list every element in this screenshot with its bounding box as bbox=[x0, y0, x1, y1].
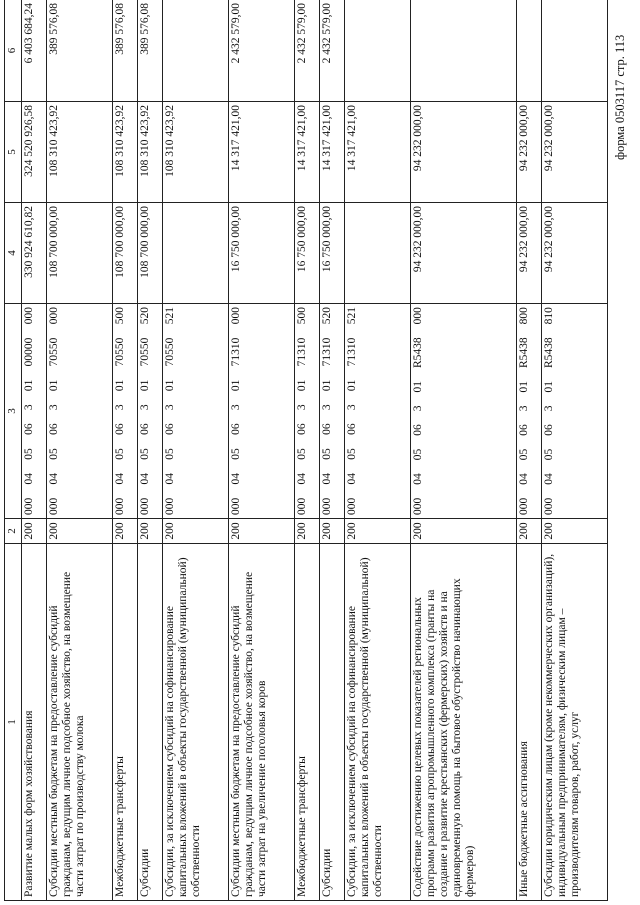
code-parts bbox=[296, 307, 309, 515]
row-classification-code bbox=[228, 304, 294, 519]
table-row bbox=[517, 0, 542, 901]
row-col6-value bbox=[517, 0, 542, 102]
code-part: R5438 bbox=[543, 337, 556, 368]
code-part: 06 bbox=[543, 424, 556, 436]
code-parts bbox=[321, 307, 334, 515]
code-part: 000 bbox=[229, 497, 242, 515]
code-part: 06 bbox=[163, 423, 176, 435]
code-part: 01 bbox=[411, 381, 424, 393]
row-line-code: 200 bbox=[162, 519, 228, 544]
code-part: 05 bbox=[543, 448, 556, 461]
code-part: 01 bbox=[345, 379, 358, 392]
column-header: 2 bbox=[5, 519, 22, 544]
code-part: 04 bbox=[138, 472, 151, 485]
code-part: 06 bbox=[23, 423, 35, 435]
code-part: 01 bbox=[163, 379, 176, 392]
row-col6-value: 2 432 579,00 bbox=[319, 0, 344, 102]
code-parts bbox=[412, 307, 425, 515]
code-part: 06 bbox=[138, 423, 151, 435]
code-part: 3 bbox=[163, 404, 176, 411]
code-part: 000 bbox=[345, 497, 358, 515]
row-col5-value: 108 310 423,92 bbox=[112, 102, 137, 203]
code-part: 000 bbox=[163, 497, 176, 515]
row-col6-value: 389 576,08 bbox=[47, 0, 113, 102]
row-name: Субсидии, за исключением субсидий на софинансирование капитальных вложений в объекты государственной (муниципальной) собственности bbox=[344, 544, 410, 901]
code-part: 04 bbox=[163, 472, 176, 485]
code-part: 06 bbox=[113, 423, 126, 435]
code-part: 01 bbox=[543, 381, 556, 393]
row-col4-value bbox=[344, 203, 410, 304]
code-part: 01 bbox=[518, 381, 531, 393]
code-parts bbox=[114, 307, 127, 515]
row-col5-value: 94 232 000,00 bbox=[410, 102, 517, 203]
row-col4-value: 16 750 000,00 bbox=[319, 203, 344, 304]
code-part: 520 bbox=[138, 307, 151, 325]
row-name: Иные бюджетные ассигнования bbox=[517, 544, 542, 901]
code-part: 71310 bbox=[345, 337, 358, 367]
code-part: 05 bbox=[345, 448, 358, 460]
row-name: Субсидии местным бюджетам на предоставление субсидий гражданам, ведущим личное подсобное хозяйство, на возмещение части затрат по производству молока bbox=[47, 544, 113, 901]
code-part: 500 bbox=[295, 307, 308, 325]
code-part: 04 bbox=[113, 472, 126, 485]
code-parts bbox=[139, 307, 152, 515]
row-line-code: 200 bbox=[137, 519, 162, 544]
code-part: 3 bbox=[113, 404, 126, 411]
code-part: 3 bbox=[48, 404, 61, 411]
code-parts bbox=[164, 307, 177, 515]
row-classification-code bbox=[542, 304, 608, 519]
code-part: 05 bbox=[411, 448, 424, 461]
code-part: 3 bbox=[518, 405, 531, 412]
row-col6-value: 389 576,08 bbox=[112, 0, 137, 102]
row-col6-value bbox=[410, 0, 517, 102]
code-part: 3 bbox=[229, 404, 242, 411]
row-col5-value: 108 310 423,92 bbox=[137, 102, 162, 203]
row-col4-value: 330 924 610,82 bbox=[22, 203, 47, 304]
code-part: 01 bbox=[138, 379, 151, 392]
code-part: 04 bbox=[411, 473, 424, 485]
code-part: 04 bbox=[48, 472, 61, 485]
column-header: 3 bbox=[5, 304, 22, 519]
code-part: 000 bbox=[48, 497, 61, 515]
row-col5-value: 94 232 000,00 bbox=[517, 102, 542, 203]
code-part: 521 bbox=[163, 307, 176, 325]
row-name: Субсидии bbox=[319, 544, 344, 901]
code-part: 000 bbox=[138, 497, 151, 515]
table-row bbox=[344, 0, 410, 901]
row-col5-value: 108 310 423,92 bbox=[162, 102, 228, 203]
code-part: 520 bbox=[320, 307, 333, 325]
row-classification-code bbox=[344, 304, 410, 519]
row-line-code: 200 bbox=[410, 519, 517, 544]
code-part: 05 bbox=[48, 448, 61, 460]
row-line-code: 200 bbox=[294, 519, 319, 544]
code-part: 04 bbox=[229, 472, 242, 485]
row-col6-value: 389 576,08 bbox=[137, 0, 162, 102]
code-part: 04 bbox=[295, 472, 308, 485]
row-classification-code bbox=[22, 304, 47, 519]
table-row bbox=[162, 0, 228, 901]
code-part: 000 bbox=[411, 497, 424, 515]
row-col5-value: 14 317 421,00 bbox=[228, 102, 294, 203]
row-col5-value: 108 310 423,92 bbox=[47, 102, 113, 203]
code-part: 00000 bbox=[23, 337, 35, 367]
code-part: 01 bbox=[229, 379, 242, 392]
code-part: 000 bbox=[543, 497, 556, 515]
code-part: 05 bbox=[295, 448, 308, 460]
row-line-code: 200 bbox=[344, 519, 410, 544]
table-row bbox=[542, 0, 608, 901]
code-part: 000 bbox=[23, 497, 35, 515]
code-part: 70550 bbox=[113, 337, 126, 367]
code-part: 000 bbox=[518, 497, 531, 515]
code-part: 04 bbox=[345, 472, 358, 485]
column-header: 5 bbox=[5, 102, 22, 203]
row-classification-code bbox=[137, 304, 162, 519]
code-parts bbox=[230, 307, 243, 515]
row-col6-value bbox=[542, 0, 608, 102]
code-part: 06 bbox=[345, 423, 358, 435]
row-col6-value: 2 432 579,00 bbox=[228, 0, 294, 102]
code-part: 70550 bbox=[138, 337, 151, 367]
header-row bbox=[5, 0, 22, 901]
table-row bbox=[294, 0, 319, 901]
code-part: 3 bbox=[320, 404, 333, 411]
row-col5-value: 94 232 000,00 bbox=[542, 102, 608, 203]
row-line-code: 200 bbox=[22, 519, 47, 544]
table-row bbox=[22, 0, 47, 901]
row-line-code: 200 bbox=[47, 519, 113, 544]
row-name: Содействие достижению целевых показателей региональных программ развития агропромышленного комплекса (гранты на создание и развитие крестьянских (фермерских) хозяйств и на единовременную помощь на бытовое обустройство начинающих фермеров) bbox=[410, 544, 517, 901]
code-part: 05 bbox=[23, 448, 35, 460]
row-col4-value: 16 750 000,00 bbox=[228, 203, 294, 304]
code-part: 3 bbox=[345, 404, 358, 411]
code-part: 04 bbox=[23, 472, 35, 485]
code-part: 810 bbox=[543, 307, 556, 325]
code-part: 04 bbox=[543, 473, 556, 485]
code-parts bbox=[346, 307, 359, 515]
row-line-code: 200 bbox=[319, 519, 344, 544]
code-part: 000 bbox=[320, 497, 333, 515]
code-part: 3 bbox=[23, 404, 35, 411]
row-classification-code bbox=[47, 304, 113, 519]
code-part: 05 bbox=[518, 448, 531, 461]
code-part: 000 bbox=[113, 497, 126, 515]
row-classification-code bbox=[410, 304, 517, 519]
code-part: 05 bbox=[229, 448, 242, 460]
code-part: 3 bbox=[138, 404, 151, 411]
code-part: 000 bbox=[23, 307, 35, 325]
code-part: 01 bbox=[23, 379, 35, 392]
row-line-code: 200 bbox=[112, 519, 137, 544]
row-classification-code bbox=[319, 304, 344, 519]
row-col6-value: 6 403 684,24 bbox=[22, 0, 47, 102]
row-name: Межбюджетные трансферты bbox=[294, 544, 319, 901]
row-col6-value bbox=[344, 0, 410, 102]
code-part: 01 bbox=[48, 379, 61, 392]
code-part: 01 bbox=[113, 379, 126, 392]
code-part: 05 bbox=[163, 448, 176, 460]
table-row bbox=[112, 0, 137, 901]
code-part: 06 bbox=[320, 423, 333, 435]
code-part: R5438 bbox=[518, 337, 531, 368]
row-col5-value: 14 317 421,00 bbox=[344, 102, 410, 203]
form-label: форма 0503117 стр. 113 bbox=[613, 34, 627, 160]
code-part: 800 bbox=[518, 307, 531, 325]
code-part: 06 bbox=[518, 424, 531, 436]
code-part: 000 bbox=[295, 497, 308, 515]
row-col4-value: 16 750 000,00 bbox=[294, 203, 319, 304]
row-col5-value: 14 317 421,00 bbox=[319, 102, 344, 203]
column-header: 1 bbox=[5, 544, 22, 901]
code-part: 3 bbox=[295, 404, 308, 411]
row-name: Субсидии юридическим лицам (кроме некоммерческих организаций), индивидуальным предпринимателям, физическим лицам – производителям товаров, работ, услуг bbox=[542, 544, 608, 901]
code-part: R5438 bbox=[411, 337, 424, 368]
code-part: 71310 bbox=[320, 337, 333, 367]
row-classification-code bbox=[112, 304, 137, 519]
code-part: 3 bbox=[543, 405, 556, 412]
column-header: 4 bbox=[5, 203, 22, 304]
code-part: 3 bbox=[411, 405, 424, 412]
code-part: 06 bbox=[48, 423, 61, 435]
row-col4-value: 108 700 000,00 bbox=[47, 203, 113, 304]
row-name: Субсидии, за исключением субсидий на софинансирование капитальных вложений в объекты государственной (муниципальной) собственности bbox=[162, 544, 228, 901]
table-row bbox=[410, 0, 517, 901]
budget-table bbox=[4, 0, 608, 901]
code-part: 05 bbox=[113, 448, 126, 460]
row-name: Развитие малых форм хозяйствования bbox=[22, 544, 47, 901]
table-row bbox=[228, 0, 294, 901]
code-part: 04 bbox=[320, 472, 333, 485]
code-part: 06 bbox=[411, 424, 424, 436]
code-part: 71310 bbox=[295, 337, 308, 367]
code-part: 01 bbox=[295, 379, 308, 392]
code-parts bbox=[543, 307, 556, 515]
code-part: 05 bbox=[138, 448, 151, 460]
row-col4-value: 94 232 000,00 bbox=[517, 203, 542, 304]
row-col5-value: 324 520 926,58 bbox=[22, 102, 47, 203]
code-parts bbox=[518, 307, 531, 515]
row-col6-value: 2 432 579,00 bbox=[294, 0, 319, 102]
code-part: 000 bbox=[48, 307, 61, 325]
row-col4-value: 108 700 000,00 bbox=[137, 203, 162, 304]
code-part: 000 bbox=[229, 307, 242, 325]
row-line-code: 200 bbox=[517, 519, 542, 544]
code-parts bbox=[23, 307, 36, 515]
code-part: 000 bbox=[411, 307, 424, 325]
row-classification-code bbox=[294, 304, 319, 519]
table-row bbox=[137, 0, 162, 901]
code-part: 500 bbox=[113, 307, 126, 325]
row-name: Субсидии bbox=[137, 544, 162, 901]
code-part: 01 bbox=[320, 379, 333, 392]
code-part: 04 bbox=[518, 473, 531, 485]
code-part: 06 bbox=[295, 423, 308, 435]
table-row bbox=[47, 0, 113, 901]
row-line-code: 200 bbox=[542, 519, 608, 544]
row-name: Межбюджетные трансферты bbox=[112, 544, 137, 901]
code-part: 70550 bbox=[48, 337, 61, 367]
code-parts bbox=[48, 307, 61, 515]
row-col4-value: 108 700 000,00 bbox=[112, 203, 137, 304]
row-col6-value bbox=[162, 0, 228, 102]
table-row bbox=[319, 0, 344, 901]
row-classification-code bbox=[162, 304, 228, 519]
row-classification-code bbox=[517, 304, 542, 519]
row-name: Субсидии местным бюджетам на предоставление субсидий гражданам, ведущим личное подсобное хозяйство, на возмещение части затрат на увеличение поголовья коров bbox=[228, 544, 294, 901]
row-col4-value: 94 232 000,00 bbox=[542, 203, 608, 304]
code-part: 70550 bbox=[163, 337, 176, 367]
code-part: 06 bbox=[229, 423, 242, 435]
code-part: 05 bbox=[320, 448, 333, 460]
row-line-code: 200 bbox=[228, 519, 294, 544]
row-col4-value: 94 232 000,00 bbox=[410, 203, 517, 304]
row-col5-value: 14 317 421,00 bbox=[294, 102, 319, 203]
code-part: 71310 bbox=[229, 337, 242, 367]
code-part: 521 bbox=[345, 307, 358, 325]
row-col4-value bbox=[162, 203, 228, 304]
column-header: 6 bbox=[5, 0, 22, 102]
